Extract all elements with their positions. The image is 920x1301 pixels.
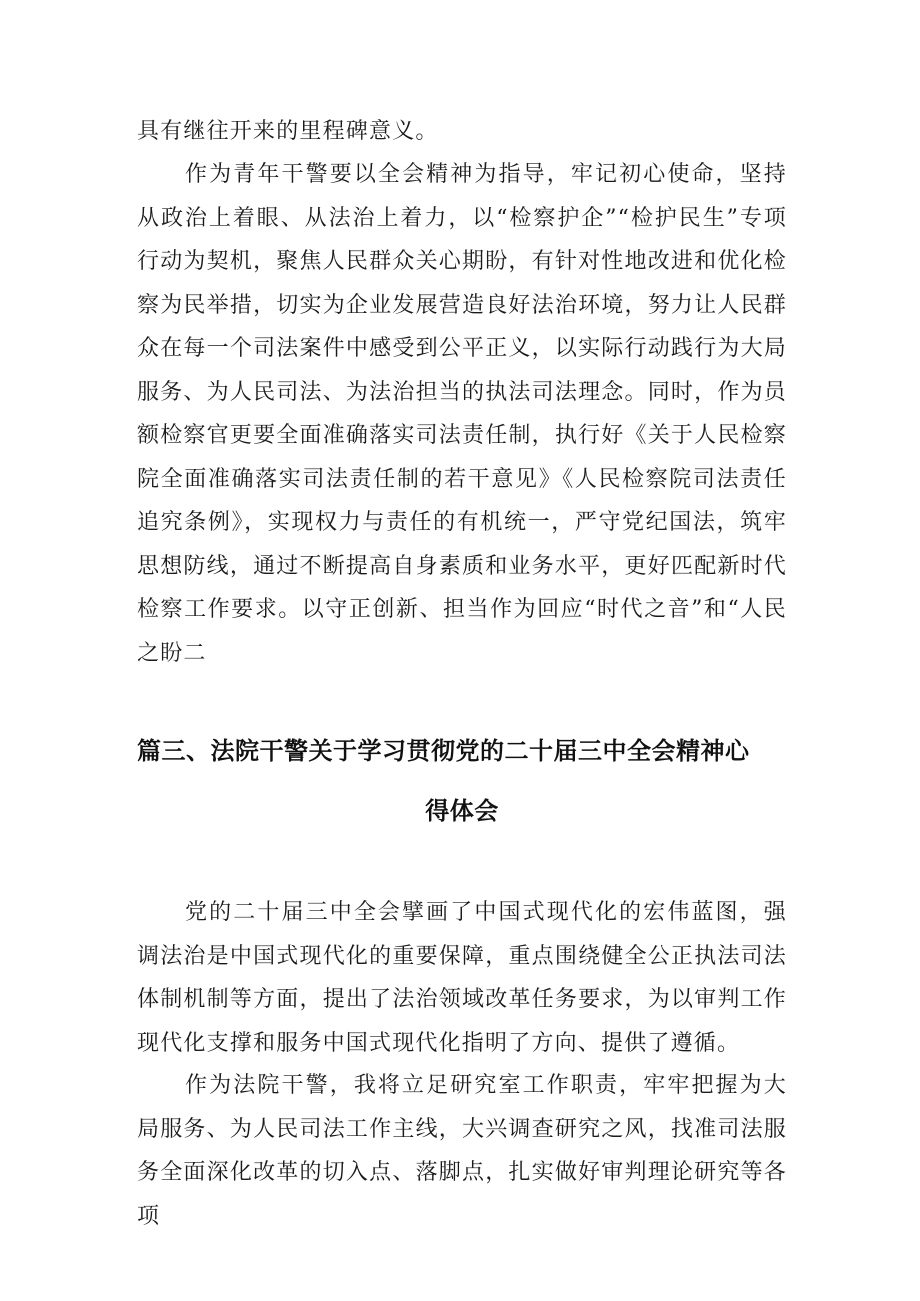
section-heading-line-2: 得体会 — [425, 797, 499, 825]
section-heading-line-1: 篇三、法院干警关于学习贯彻党的二十届三中全会精神心 — [137, 737, 750, 765]
paragraph-youth-police: 作为青年干警要以全会精神为指导，牢记初心使命，坚持从政治上着眼、从法治上着力，以“检察护企”“检护民生”专项行动为契机，聚焦人民群众关心期盼，有针对性地改进和优化检察为民举措，切实为企业发展营造良好法治环境，努力让人民群众在每一个司法案件中感受到公平正义，以实际行动践行为大局服务、为人民司法、为法治担当的执法司法理念。同时，作为员额检察官更要全面准确落实司法责任制，执行好《关于人民检察院全面准确落实司法责任制的若干意见》《人民检察院司法责任追究条例》，实现权力与责任的有机统一，严守党纪国法，筑牢思想防线，通过不断提高自身素质和业务水平，更好匹配新时代检察工作要求。以守正创新、担当作为回应“时代之音”和“人民之盼二 — [137, 162, 787, 666]
paragraph-court-police: 作为法院干警，我将立足研究室工作职责，牢牢把握为大局服务、为人民司法工作主线，大兴调查研究之风，找准司法服务全面深化改革的切入点、落脚点，扎实做好审判理论研究等各项 — [137, 1073, 787, 1229]
paragraph-plenary-session: 党的二十届三中全会擘画了中国式现代化的宏伟蓝图，强调法治是中国式现代化的重要保障，重点围绕健全公正执法司法体制机制等方面，提出了法治领域改革任务要求，为以审判工作现代化支撑和服务中国式现代化指明了方向、提供了遵循。 — [137, 900, 787, 1056]
paragraph-continuation: 具有继往开来的里程碑意义。 — [137, 119, 439, 144]
